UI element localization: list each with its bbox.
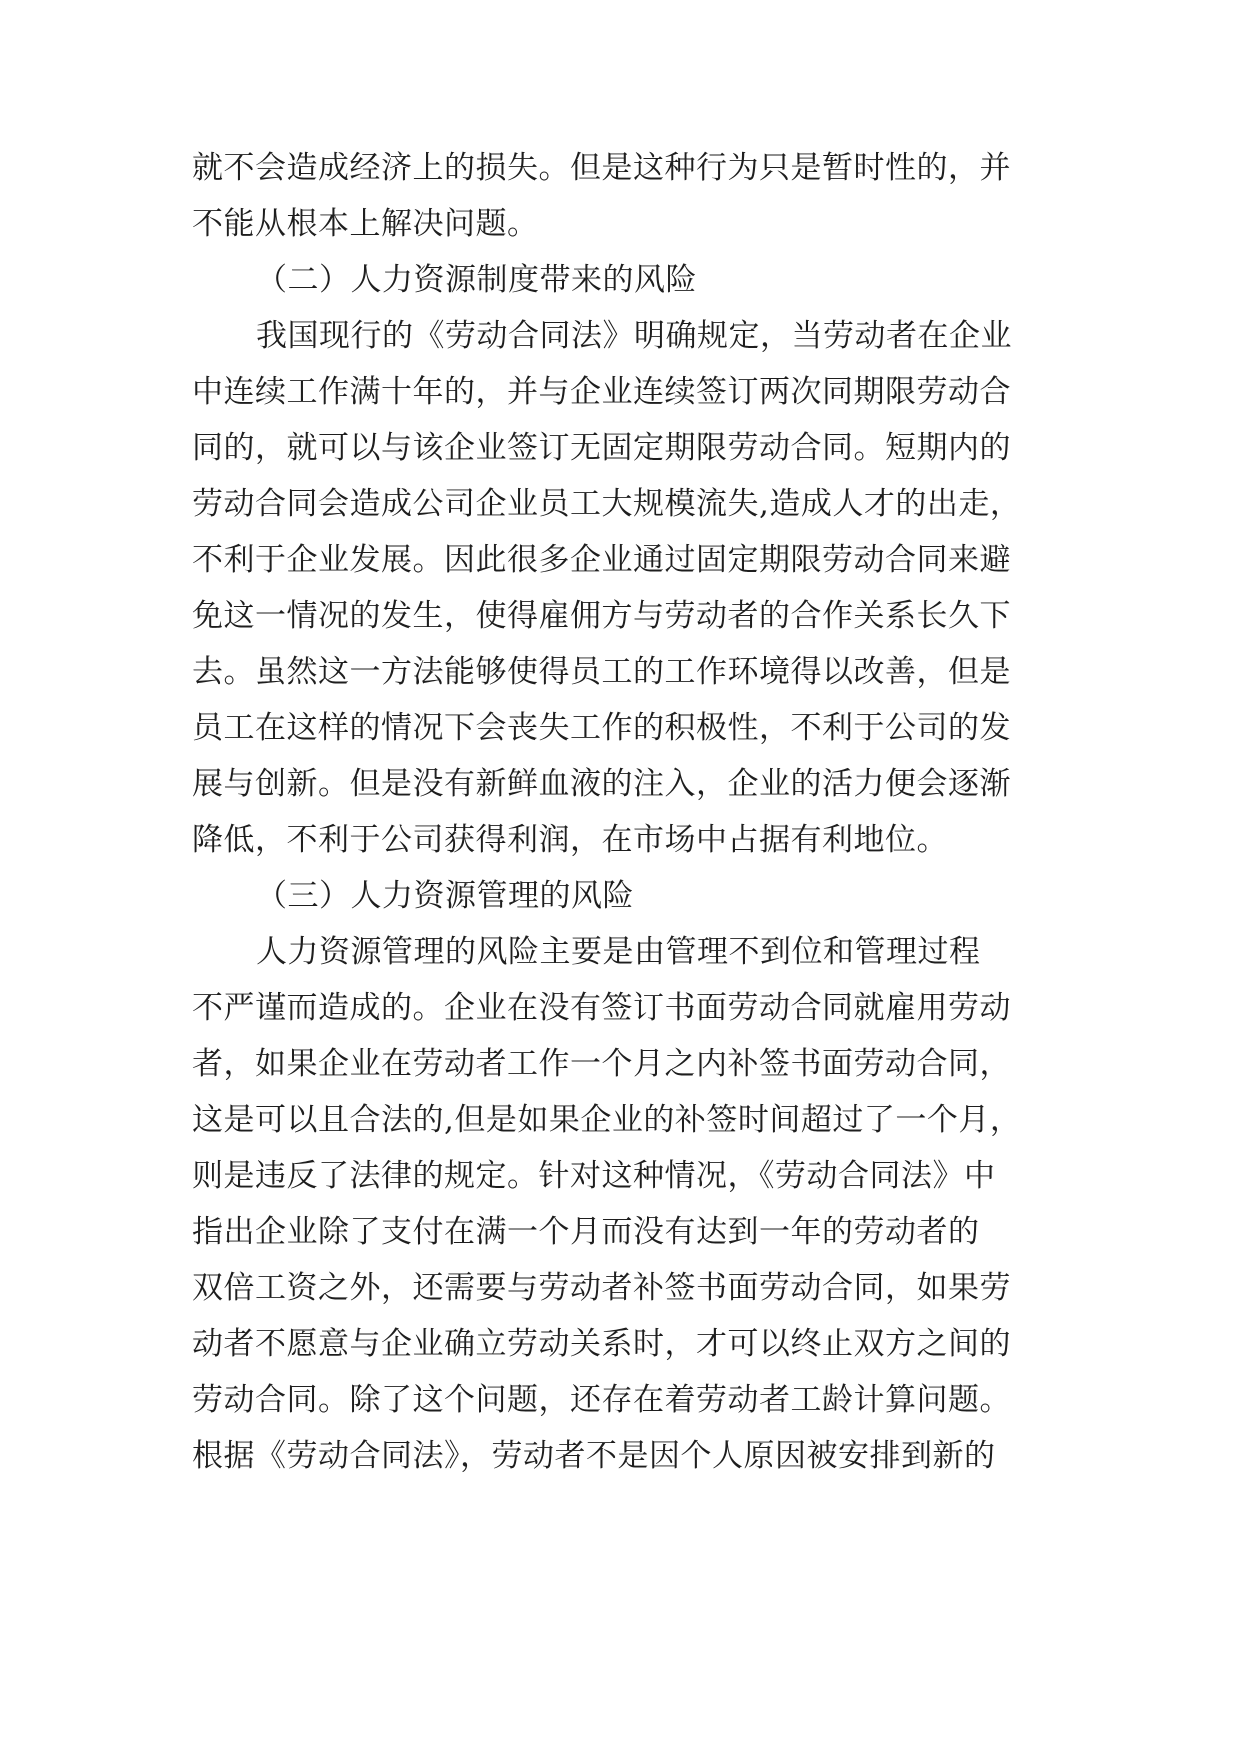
body-text-line: 这是可以且合法的,但是如果企业的补签时间超过了一个月，: [192, 1102, 1022, 1138]
body-text-line: 根据《劳动合同法》，劳动者不是因个人原因被安排到新的: [192, 1438, 996, 1474]
body-text-line: 指出企业除了支付在满一个月而没有达到一年的劳动者的: [192, 1214, 980, 1250]
body-text-line: 中连续工作满十年的，并与企业连续签订两次同期限劳动合: [192, 374, 1011, 410]
body-text-line: 同的，就可以与该企业签订无固定期限劳动合同。短期内的: [192, 430, 1011, 466]
body-text-line: 劳动合同会造成公司企业员工大规模流失,造成人才的出走，: [192, 486, 1022, 522]
body-text-line: 则是违反了法律的规定。针对这种情况，《劳动合同法》中: [192, 1158, 996, 1194]
section-heading: （三）人力资源管理的风险: [256, 878, 634, 914]
body-text-line: 就不会造成经济上的损失。但是这种行为只是暂时性的，并: [192, 150, 1011, 186]
body-text-line: 不利于企业发展。因此很多企业通过固定期限劳动合同来避: [192, 542, 1011, 578]
body-text-line: 双倍工资之外，还需要与劳动者补签书面劳动合同，如果劳: [192, 1270, 1011, 1306]
body-text-line: 展与创新。但是没有新鲜血液的注入，企业的活力便会逐渐: [192, 766, 1011, 802]
body-text-line: 劳动合同。除了这个问题，还存在着劳动者工龄计算问题。: [192, 1382, 1011, 1418]
paragraph-first-line: 我国现行的《劳动合同法》明确规定，当劳动者在企业: [256, 318, 1012, 354]
body-text-line: 去。虽然这一方法能够使得员工的工作环境得以改善，但是: [192, 654, 1011, 690]
paragraph-first-line: 人力资源管理的风险主要是由管理不到位和管理过程: [256, 934, 981, 970]
body-text-line: 员工在这样的情况下会丧失工作的积极性，不利于公司的发: [192, 710, 1011, 746]
section-heading: （二）人力资源制度带来的风险: [256, 262, 697, 298]
body-text-line: 免这一情况的发生，使得雇佣方与劳动者的合作关系长久下: [192, 598, 1011, 634]
body-text-line: 不能从根本上解决问题。: [192, 206, 539, 242]
body-text-line: 动者不愿意与企业确立劳动关系时，才可以终止双方之间的: [192, 1326, 1011, 1362]
body-text-line: 者，如果企业在劳动者工作一个月之内补签书面劳动合同，: [192, 1046, 1011, 1082]
body-text-line: 降低，不利于公司获得利润，在市场中占据有利地位。: [192, 822, 948, 858]
body-text-line: 不严谨而造成的。企业在没有签订书面劳动合同就雇用劳动: [192, 990, 1011, 1026]
